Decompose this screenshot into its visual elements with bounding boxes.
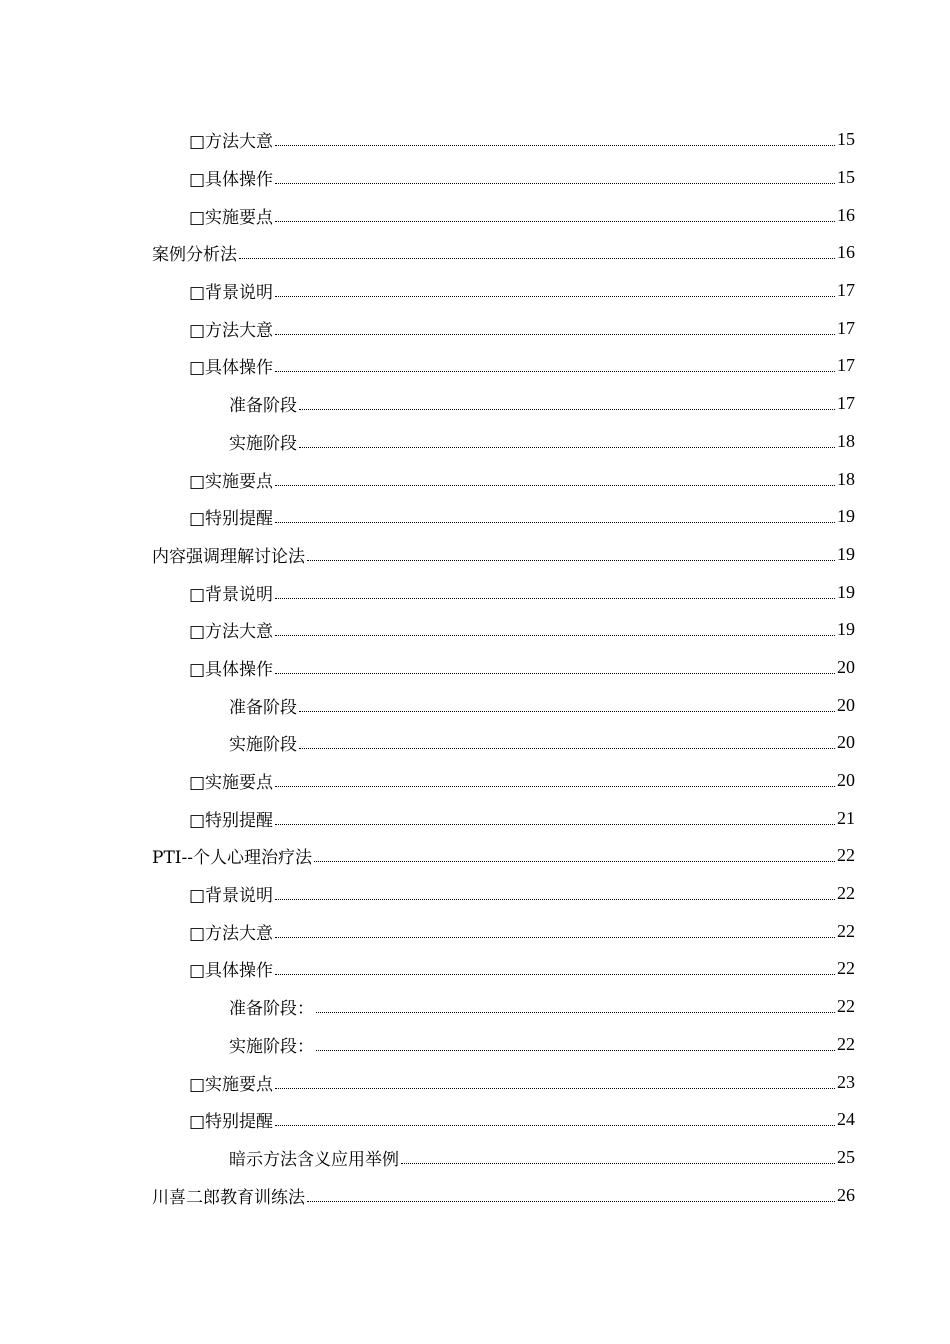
toc-entry-title: 内容强调理解讨论法	[152, 546, 305, 567]
toc-entry[interactable]	[152, 988, 855, 1026]
toc-dot-leader	[275, 786, 835, 787]
toc-entry-page-number: 22	[837, 958, 855, 979]
toc-entry-page-number: 17	[837, 355, 855, 376]
toc-entry[interactable]	[152, 724, 855, 762]
toc-entry-title: PTI--个人心理治疗法	[152, 848, 312, 869]
toc-dot-leader	[316, 1012, 835, 1013]
toc-entry-page-number: 20	[837, 694, 855, 715]
toc-entry-page-number: 15	[837, 167, 855, 188]
toc-entry[interactable]	[152, 1101, 855, 1139]
toc-dot-leader	[275, 673, 835, 674]
toc-entry-page-number: 20	[837, 656, 855, 677]
toc-entry-title: □实施要点	[189, 1074, 274, 1095]
toc-entry[interactable]	[152, 385, 855, 423]
toc-entry-page-number: 16	[837, 204, 855, 225]
toc-entry-page-number: 19	[837, 543, 855, 564]
toc-entry[interactable]	[152, 309, 855, 347]
toc-entry-page-number: 23	[837, 1071, 855, 1092]
toc-entry[interactable]	[152, 875, 855, 913]
toc-dot-leader	[275, 974, 835, 975]
toc-entry-title: □实施要点	[189, 207, 274, 228]
toc-dot-leader	[275, 635, 835, 636]
toc-entry-title: □特别提醒	[189, 810, 274, 831]
toc-entry[interactable]	[152, 1139, 855, 1177]
toc-entry-page-number: 19	[837, 581, 855, 602]
toc-entry-title: □特别提醒	[189, 1112, 274, 1133]
toc-entry-page-number: 22	[837, 920, 855, 941]
toc-entry-page-number: 24	[837, 1109, 855, 1130]
toc-entry[interactable]	[152, 799, 855, 837]
toc-entry[interactable]	[152, 121, 855, 159]
toc-entry-page-number: 22	[837, 845, 855, 866]
toc-entry-page-number: 18	[837, 468, 855, 489]
toc-entry[interactable]	[152, 686, 855, 724]
toc-entry[interactable]	[152, 1176, 855, 1214]
toc-entry-title: 实施阶段	[229, 735, 297, 756]
toc-entry-title: □具体操作	[189, 659, 274, 680]
toc-entry[interactable]	[152, 272, 855, 310]
toc-entry-title: □具体操作	[189, 170, 274, 191]
toc-entry[interactable]	[152, 347, 855, 385]
toc-entry-title: □背景说明	[189, 886, 274, 907]
toc-entry-page-number: 19	[837, 619, 855, 640]
toc-dot-leader	[307, 560, 835, 561]
toc-entry[interactable]	[152, 611, 855, 649]
toc-dot-leader	[275, 824, 835, 825]
toc-dot-leader	[299, 409, 835, 410]
toc-entry-page-number: 21	[837, 807, 855, 828]
toc-entry-title: □方法大意	[189, 622, 274, 643]
toc-entry-title: 准备阶段：	[229, 999, 314, 1020]
toc-entry-page-number: 18	[837, 430, 855, 451]
toc-entry-page-number: 17	[837, 317, 855, 338]
toc-entry[interactable]	[152, 649, 855, 687]
toc-entry-page-number: 26	[837, 1184, 855, 1205]
toc-entry-title: □方法大意	[189, 320, 274, 341]
toc-dot-leader	[299, 447, 835, 448]
toc-entry-page-number: 22	[837, 883, 855, 904]
toc-entry[interactable]	[152, 1026, 855, 1064]
toc-entry-title: □具体操作	[189, 961, 274, 982]
toc-entry-page-number: 17	[837, 280, 855, 301]
toc-entry-title: □具体操作	[189, 358, 274, 379]
toc-dot-leader	[275, 937, 835, 938]
toc-dot-leader	[275, 334, 835, 335]
toc-dot-leader	[275, 899, 835, 900]
toc-entry-page-number: 15	[837, 129, 855, 150]
toc-entry-page-number: 22	[837, 996, 855, 1017]
toc-dot-leader	[299, 748, 835, 749]
toc-dot-leader	[299, 711, 835, 712]
toc-entry-title: □特别提醒	[189, 509, 274, 530]
toc-entry-page-number: 19	[837, 506, 855, 527]
toc-entry-title: □实施要点	[189, 773, 274, 794]
toc-entry-title: 准备阶段	[229, 697, 297, 718]
toc-entry[interactable]	[152, 460, 855, 498]
toc-dot-leader	[275, 296, 835, 297]
toc-entry-title: □背景说明	[189, 584, 274, 605]
toc-dot-leader	[275, 145, 835, 146]
toc-entry-page-number: 25	[837, 1146, 855, 1167]
toc-dot-leader	[314, 861, 835, 862]
toc-entry-title: 川喜二郎教育训练法	[152, 1187, 305, 1208]
toc-entry-title: □方法大意	[189, 923, 274, 944]
toc-dot-leader	[275, 1088, 835, 1089]
toc-dot-leader	[275, 221, 835, 222]
toc-entry-title: □方法大意	[189, 132, 274, 153]
toc-entry[interactable]	[152, 536, 855, 574]
toc-entry[interactable]	[152, 423, 855, 461]
toc-entry-page-number: 22	[837, 1033, 855, 1054]
toc-entry[interactable]	[152, 762, 855, 800]
toc-dot-leader	[275, 183, 835, 184]
toc-entry[interactable]	[152, 837, 855, 875]
toc-entry-page-number: 16	[837, 242, 855, 263]
toc-dot-leader	[275, 522, 835, 523]
toc-entry-title: □背景说明	[189, 283, 274, 304]
toc-entry[interactable]	[152, 912, 855, 950]
toc-entry-page-number: 20	[837, 732, 855, 753]
toc-entry[interactable]	[152, 234, 855, 272]
toc-dot-leader	[275, 485, 835, 486]
toc-dot-leader	[316, 1050, 835, 1051]
toc-dot-leader	[275, 1125, 835, 1126]
toc-entry-title: 准备阶段	[229, 396, 297, 417]
toc-entry[interactable]	[152, 196, 855, 234]
toc-entry[interactable]	[152, 573, 855, 611]
toc-entry-title: 实施阶段	[229, 433, 297, 454]
toc-entry-title: 暗示方法含义应用举例	[229, 1149, 399, 1170]
toc-dot-leader	[307, 1201, 835, 1202]
toc-dot-leader	[275, 371, 835, 372]
toc-entry-title: 实施阶段：	[229, 1036, 314, 1057]
toc-entry-title: 案例分析法	[152, 245, 237, 266]
toc-entry-page-number: 17	[837, 393, 855, 414]
toc-dot-leader	[275, 598, 835, 599]
toc-dot-leader	[401, 1163, 835, 1164]
toc-entry[interactable]	[152, 498, 855, 536]
toc-entry[interactable]	[152, 159, 855, 197]
toc-entry-page-number: 20	[837, 770, 855, 791]
toc-entry[interactable]	[152, 950, 855, 988]
toc-dot-leader	[239, 258, 835, 259]
toc-entry-title: □实施要点	[189, 471, 274, 492]
table-of-contents	[152, 121, 855, 1214]
toc-entry[interactable]	[152, 1063, 855, 1101]
